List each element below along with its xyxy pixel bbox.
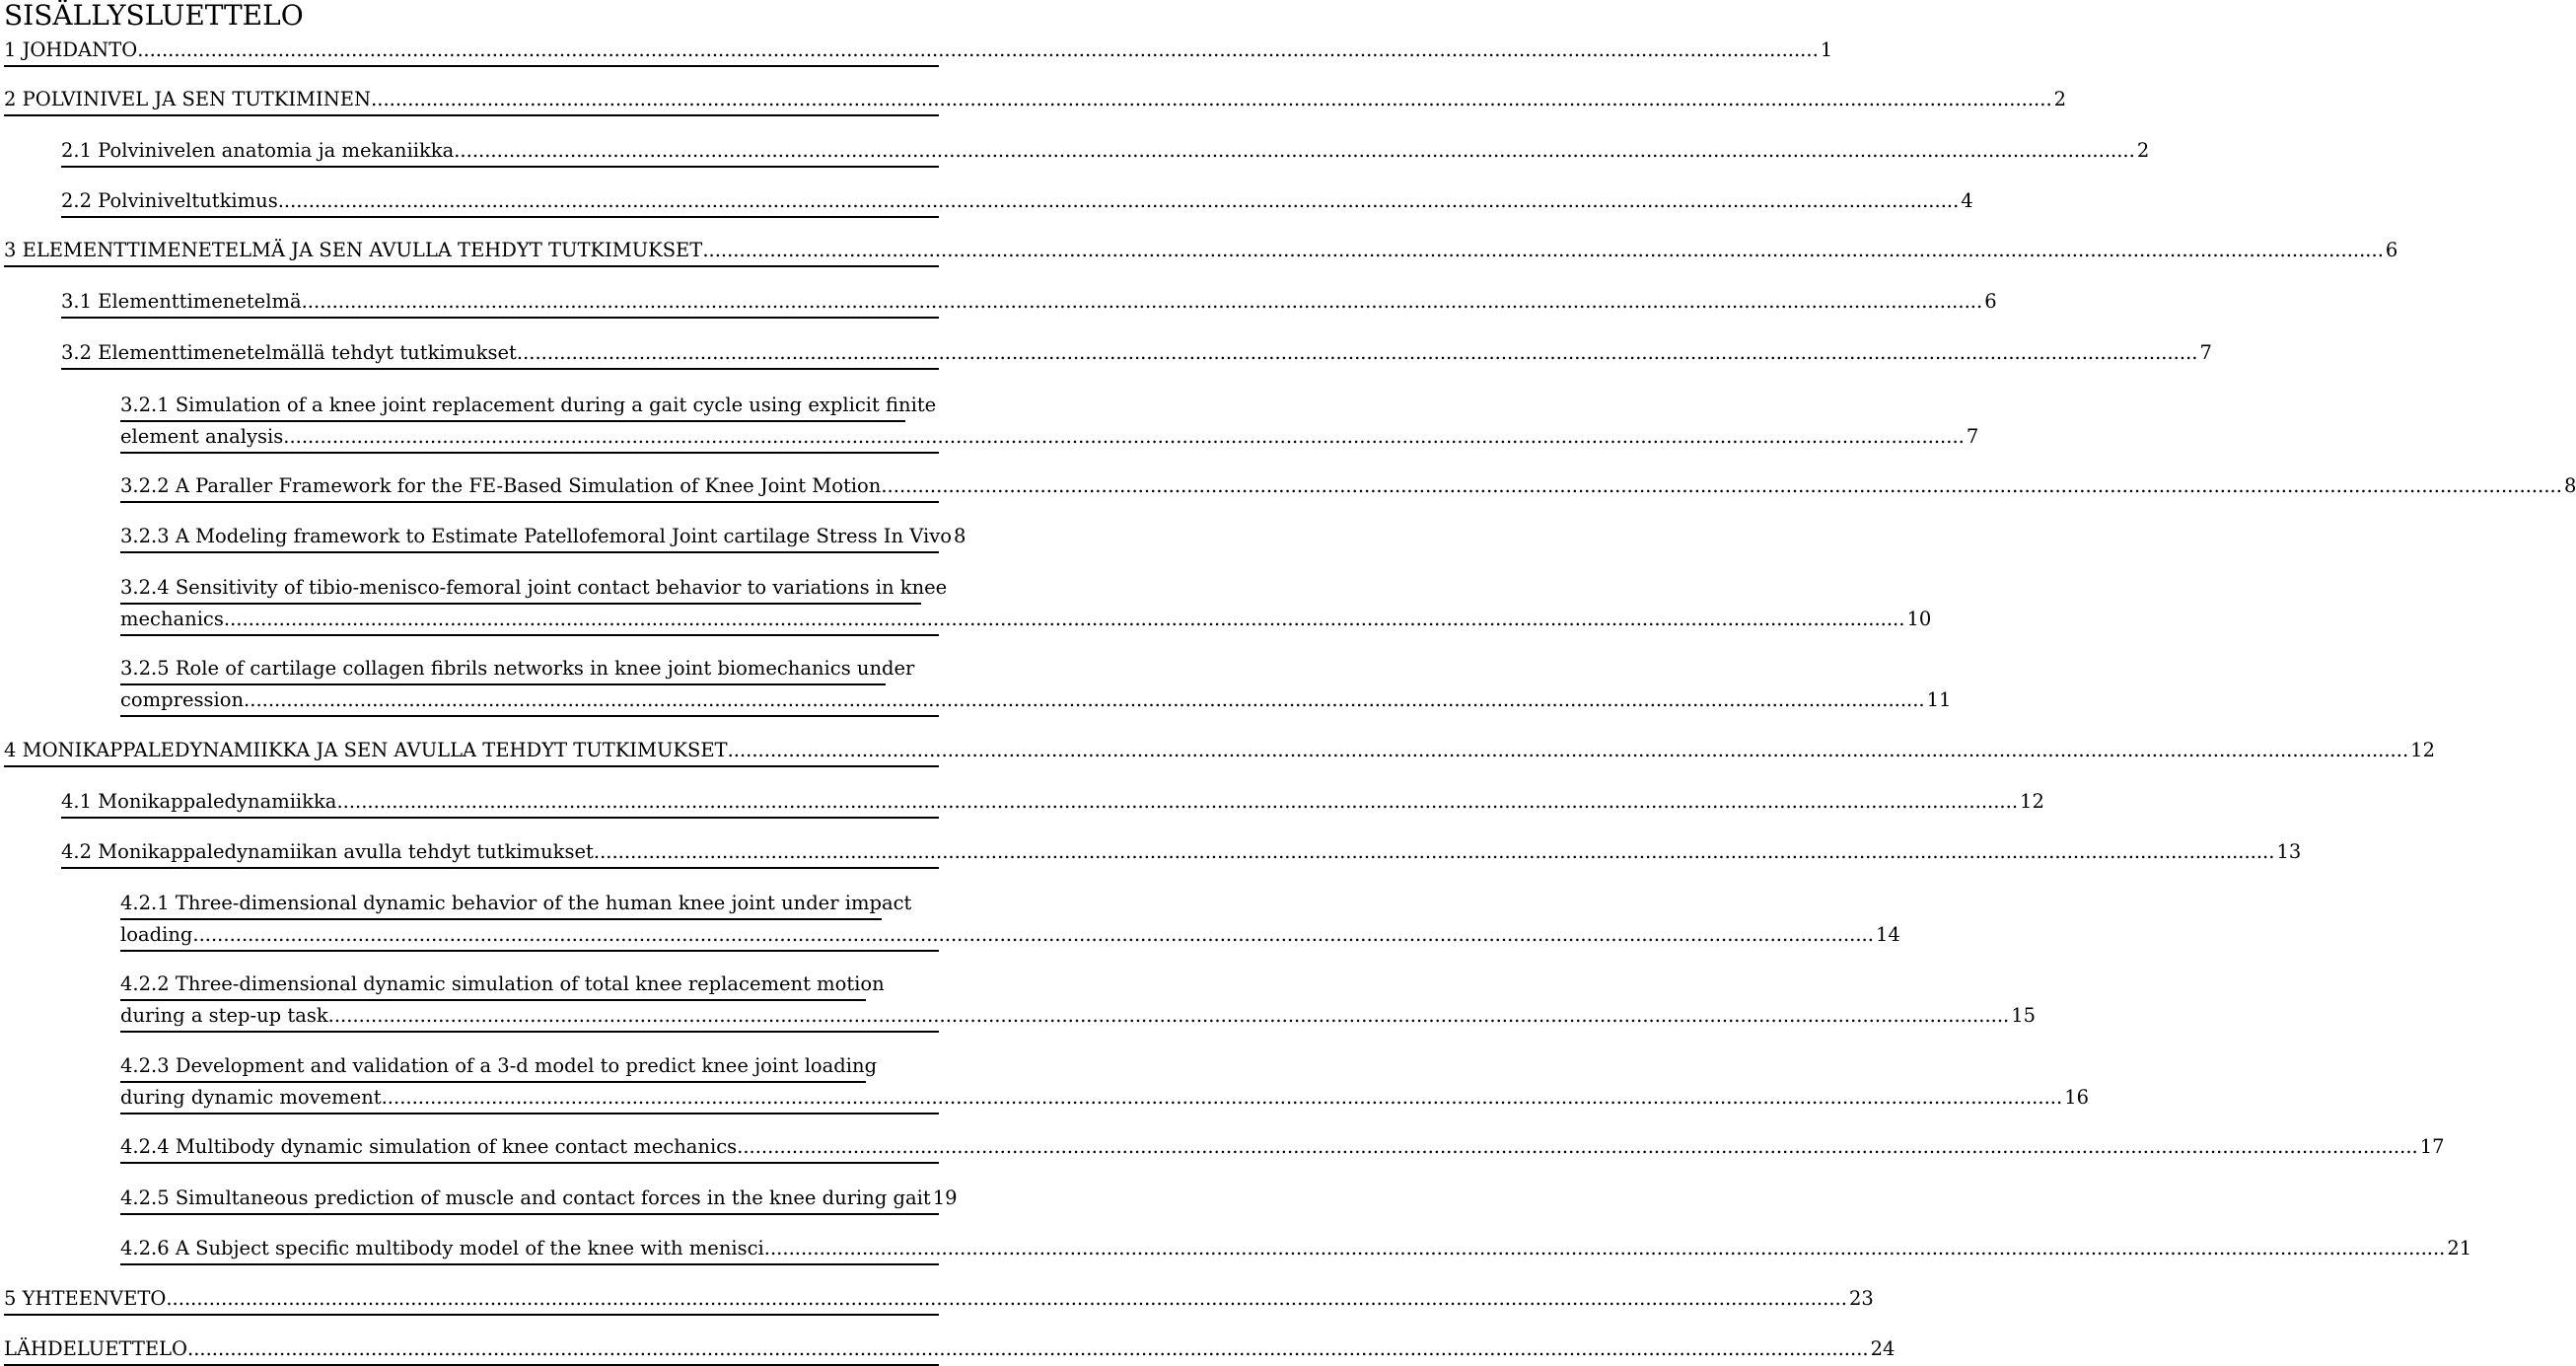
toc-entry-page: 7 [2199,341,2212,364]
toc-entry-text: 1 JOHDANTO [4,38,138,61]
toc-entry[interactable] [4,736,2435,767]
leader-dots [517,338,2198,368]
toc-entry[interactable] [61,186,1973,218]
toc-entry[interactable] [120,471,2576,503]
toc-entry-page: 6 [1984,290,1997,313]
toc-entry-text: 4 MONIKAPPALEDYNAMIIKKA JA SEN AVULLA TEHDYT TUTKIMUKSET [4,739,728,761]
toc-entry[interactable] [120,970,2037,1033]
toc-entry-text: 2.2 Polviniveltutkimus [61,189,278,212]
toc-entry-page: 2 [2136,139,2150,162]
toc-entry-text: 2 POLVINIVEL JA SEN TUTKIMINEN [4,88,372,110]
toc-entry-page: 4 [1961,189,1973,212]
toc-entry[interactable] [61,837,2302,869]
toc-entry[interactable] [4,36,1833,67]
leader-dots [244,685,1925,715]
toc-entry[interactable] [4,1284,1874,1316]
leader-dots [283,422,1965,452]
toc-entry-first-line: 3.2.4 Sensitivity of tibio-menisco-femoral joint contact behavior to variations in knee [120,573,921,605]
leader-dots [702,236,2384,265]
toc-entry-page: 2 [2053,88,2067,110]
leader-dots [454,136,2135,166]
leader-dots [594,837,2275,867]
toc-entry[interactable] [61,287,1997,319]
toc-entry-text: 4.2 Monikappaledynamiikan avulla tehdyt tutkimukset [61,840,594,863]
toc-entry[interactable] [120,1132,2445,1164]
leader-dots [881,471,2562,501]
toc-entry-page: 21 [2447,1237,2472,1259]
toc-entry-text: during dynamic movement [120,1086,382,1109]
toc-entry-page: 8 [954,525,966,547]
toc-entry-text: 2.1 Polvinivelen anatomia ja mekaniikka [61,139,455,162]
toc-entry-first-line: 4.2.1 Three-dimensional dynamic behavior of the human knee joint under impact [120,889,882,920]
leader-dots [192,920,1874,950]
toc-entry-page: 10 [1906,608,1932,630]
toc-entry-page: 8 [2563,474,2576,497]
toc-entry-page: 1 [1820,38,1833,61]
toc-entry-page: 14 [1875,923,1900,946]
toc-entry-first-line: 3.2.5 Role of cartilage collagen fibrils networks in knee joint biomechanics under [120,654,886,685]
toc-entry-first-line: 4.2.2 Three-dimensional dynamic simulation of total knee replacement motion [120,970,866,1001]
toc-entry-page: 12 [2020,790,2044,813]
toc-entry-text: 3.2.3 A Modeling framework to Estimate Patellofemoral Joint cartilage Stress In Vivo [120,525,952,547]
toc-entry[interactable] [61,136,2150,168]
toc-entry[interactable] [61,787,2044,819]
leader-dots [137,36,1819,65]
toc-entry[interactable] [120,1184,958,1215]
toc-entry-text: compression [120,688,245,711]
leader-dots [328,1001,2010,1031]
leader-dots [764,1234,2446,1263]
toc-entry-text: 3.2.2 A Paraller Framework for the FE-Based Simulation of Knee Joint Motion [120,474,882,497]
toc-entry[interactable] [120,573,1932,636]
toc-entry-text: during a step-up task [120,1004,328,1027]
toc-entry-first-line: 4.2.3 Development and validation of a 3-d model to predict knee joint loading [120,1051,866,1083]
leader-dots [336,787,2018,817]
toc-entry-text: 3.2 Elementtimenetelmällä tehdyt tutkimukset [61,341,517,364]
toc-entry[interactable] [120,1234,2472,1265]
toc-entry[interactable] [120,1051,2090,1114]
toc-entry-text: 4.2.6 A Subject specific multibody model of the knee with menisci [120,1237,764,1259]
toc-entry-text: 5 YHTEENVETO [4,1287,167,1310]
toc-entry[interactable] [61,338,2212,370]
toc-entry-page: 19 [932,1186,958,1209]
toc-entry-text: 3.1 Elementtimenetelmä [61,290,302,313]
toc-entry[interactable] [120,889,1900,952]
toc-entry-text: element analysis [120,425,284,448]
toc-entry-text: 4.2.5 Simultaneous prediction of muscle and contact forces in the knee during gait [120,1186,931,1209]
leader-dots [371,85,2052,114]
leader-dots [728,736,2409,765]
toc-entry[interactable] [4,85,2067,116]
toc-entry-page: 16 [2064,1086,2090,1109]
toc-entry-first-line: 3.2.1 Simulation of a knee joint replacement during a gait cycle using explicit finite [120,391,905,422]
toc-entry-page: 13 [2276,840,2302,863]
toc-entry-page: 11 [1926,688,1952,711]
toc-entry[interactable] [120,654,1952,717]
toc-entry-text: 3 ELEMENTTIMENETELMÄ JA SEN AVULLA TEHDYT TUTKIMUKSET [4,239,703,261]
page-title: SISÄLLYSLUETTELO [4,0,304,32]
toc-entry[interactable] [120,522,966,553]
leader-dots [737,1132,2418,1162]
leader-dots [382,1083,2063,1113]
leader-dots [302,287,1983,317]
toc-entry-page: 17 [2419,1135,2445,1158]
toc-entry-text: 4.2.4 Multibody dynamic simulation of knee contact mechanics [120,1135,738,1158]
toc-entry-page: 12 [2410,739,2435,761]
toc-entry-text: LÄHDELUETTELO [4,1337,188,1360]
toc-entry-text: loading [120,923,193,946]
leader-dots [224,605,1905,634]
leader-dots [166,1284,1847,1314]
toc-entry[interactable] [4,1334,1896,1366]
toc-entry-text: mechanics [120,608,224,630]
toc-entry-page: 7 [1966,425,1979,448]
toc-entry[interactable] [4,236,2398,267]
toc-entry-text: 4.1 Monikappaledynamiikka [61,790,337,813]
toc-entry[interactable] [120,391,1979,454]
toc-entry-page: 6 [2385,239,2398,261]
leader-dots [278,186,1960,216]
toc-entry-page: 24 [1870,1337,1896,1360]
leader-dots [187,1334,1869,1364]
toc-entry-page: 23 [1848,1287,1874,1310]
toc-entry-page: 15 [2011,1004,2037,1027]
